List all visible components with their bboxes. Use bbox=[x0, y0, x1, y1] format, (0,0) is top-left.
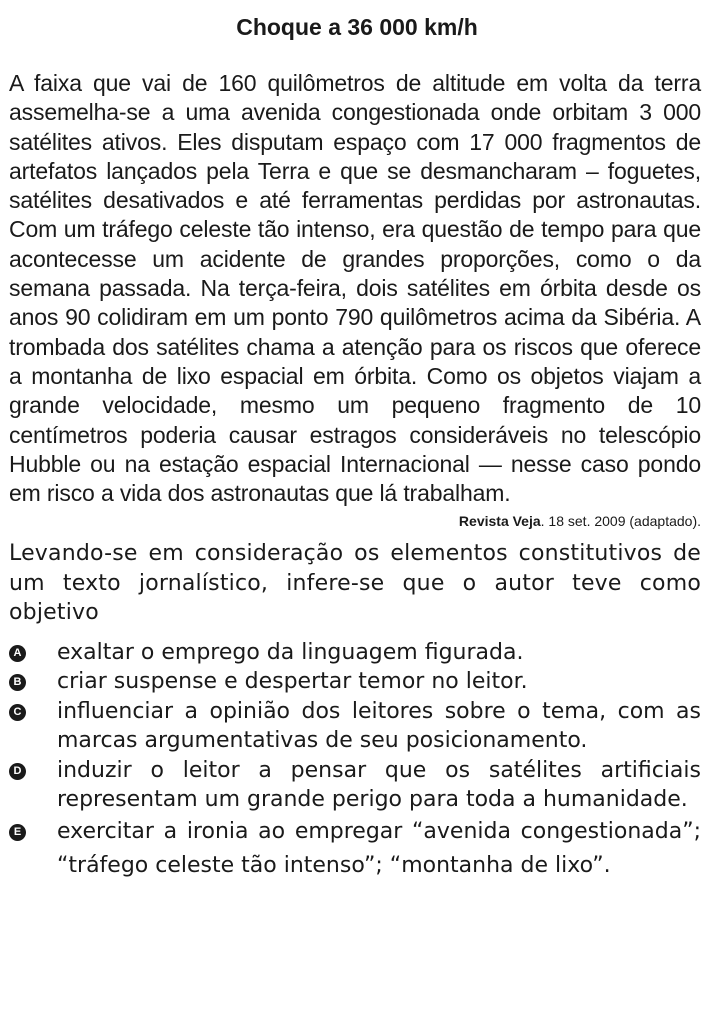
option-a-letter-icon: A bbox=[9, 645, 26, 662]
option-e-text: exercitar a ironia ao empregar “avenida congestionada”; “tráfego celeste tão intenso”; “montanha de lixo”. bbox=[57, 818, 701, 878]
article-body: A faixa que vai de 160 quilômetros de altitude em volta da terra assemelha-se a uma avenida congestionada onde orbitam 3 000 satélites ativos. Eles disputam espaço com 17 000 fragmentos de artefatos lançados pela Terra e que se desmancharam – foguetes, satélites desativados e até ferramentas perdidas por astronautas. Com um tráfego celeste tão intenso, era questão de tempo para que acontecesse um acidente de grandes proporções, como o da semana passada. Na terça-feira, dois satélites em órbita desde os anos 90 colidiram em um ponto 790 quilômetros acima da Sibéria. A trombada dos satélites chama a atenção para os riscos que oferece a montanha de lixo espacial em órbita. Como os objetos viajam a grande velocidade, mesmo um pequeno fragmento de 10 centímetros poderia causar estragos consideráveis no telescópio Hubble ou na estação espacial Internacional — nesse caso pondo em risco a vida dos astronautas que lá trabalham. bbox=[9, 70, 701, 507]
option-d-letter-icon: D bbox=[9, 763, 26, 780]
source-publication: Revista Veja bbox=[458, 513, 541, 530]
exam-page bbox=[9, 0, 701, 883]
option-c-text: influenciar a opinião dos leitores sobre o tema, com as marcas argumentativas de seu posicionamento. bbox=[57, 698, 701, 754]
option-d-text: induzir o leitor a pensar que os satélites artificiais representam um grande perigo para toda a humanidade. bbox=[57, 757, 701, 813]
option-e-letter-icon: E bbox=[9, 824, 26, 841]
option-b[interactable] bbox=[9, 667, 701, 697]
option-a[interactable] bbox=[9, 638, 701, 668]
option-e[interactable] bbox=[9, 815, 701, 883]
article-title: Choque a 36 000 km/h bbox=[236, 14, 478, 40]
option-c[interactable] bbox=[9, 697, 701, 756]
option-d[interactable] bbox=[9, 756, 701, 815]
option-c-letter-icon: C bbox=[9, 704, 26, 721]
article-source bbox=[9, 512, 701, 530]
answer-options bbox=[9, 638, 701, 883]
option-b-text: criar suspense e despertar temor no leitor. bbox=[57, 669, 528, 695]
option-a-text: exaltar o emprego da linguagem figurada. bbox=[57, 639, 524, 665]
question-stem: Levando-se em consideração os elementos constitutivos de um texto jornalístico, infere-se que o autor teve como objetivo bbox=[9, 541, 701, 626]
source-details: . 18 set. 2009 (adaptado). bbox=[540, 513, 701, 530]
option-b-letter-icon: B bbox=[9, 674, 26, 691]
